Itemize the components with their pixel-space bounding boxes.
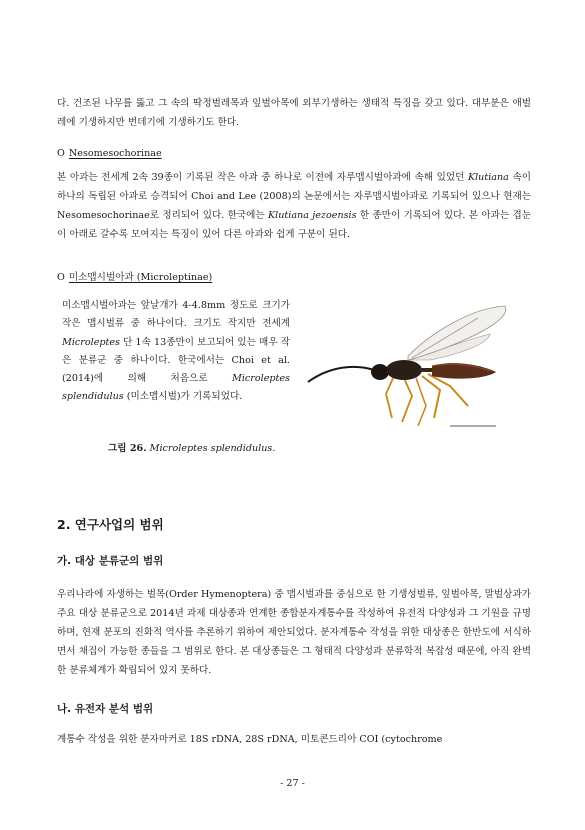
species-epithet: jezoensis	[312, 210, 357, 221]
text-run: 속이 하나의 독립된 아과로 승격되어 Choi and Lee (2008)의 논문에서는 자루맵시벌아과로 기록되어 있으나 현재는 Nesomesochorinae로 정리되어 있다. 한국에는	[57, 172, 531, 221]
figure-species: Microleptes splendidulus.	[149, 443, 276, 454]
paragraph-gene-scope: 계통수 작성을 위한 분자마커로 18S rDNA, 28S rDNA, 미토콘드리아 COI (cytochrome	[57, 734, 443, 745]
section-title: 2. 연구사업의 범위	[57, 517, 164, 532]
genus-name: Microleptes	[62, 336, 120, 348]
circle-marker: O	[57, 148, 65, 159]
page-number: - 27 -	[280, 778, 305, 789]
figure-label: 그림 26.	[108, 443, 147, 454]
genus-name: Klutiana	[268, 210, 309, 221]
text-run: 한 종만이 기록되어 있다. 본 아과는 겹눈이 아래로 갈수록 모여지는 특징이 있어 다른 아과와 쉽게 구분이 된다.	[57, 210, 531, 240]
paragraph-intro	[57, 94, 531, 132]
text-run: 미소맵시벌아과는 앞날개가 4-4.8mm 정도로 크기가 작은 맵시벌류 중 하나이다. 크기도 작지만 전세계	[62, 300, 290, 330]
section-heading-nesomesochorinae	[57, 146, 162, 162]
paragraph-nesomesochorinae	[57, 168, 531, 244]
paragraph-taxa-scope: 우리나라에 자생하는 벌목(Order Hymenoptera) 중 맵시벌과를 중심으로 한 기생성벌류, 잎벌아목, 말벌상과가 주요 대상 분류군으로 2014년 과제 대상종과 연계한 종합분자계통수를 작성하여 유전적 다양성과 그 기원을 규명하며, 현재 분포의 진화적 역사를 추론하기 위하여 제안되었다. 분자계통수 작성을 위한 대상종은 한반도에 서식하면서 채집이 가능한 종들을 그 범위로 한다. 본 대상종들은 그 형태적 다양성과 분류학적 복잡성 때문에, 아직 완벽한 분류체계가 확립되어 있지 못하다.	[57, 589, 531, 676]
paragraph-intro-text: 다. 건조된 나무를 뚫고 그 속의 딱정벌레목과 잎벌아목에 외부기생하는 생태적 특징을 갖고 있다. 대부분은 애벌레에 기생하지만 번데기에 기생하기도 한다.	[57, 98, 531, 128]
subsection-title-gene-analysis: 나. 유전자 분석 범위	[57, 703, 154, 715]
species-name: Microleptes splendidulus	[62, 373, 290, 403]
figure-caption	[108, 440, 275, 454]
paragraph-microleptinae	[62, 297, 290, 407]
section-heading-text: Nesomesochorinae	[68, 148, 162, 159]
text-run: 본 아과는 전세계 2속 39종이 기록된 작은 아과 중 하나로 이전에 자루맵시벌아과에 속해 있었던	[57, 172, 468, 183]
wasp-specimen-photo	[300, 294, 510, 434]
genus-name: Klutiana	[467, 172, 509, 183]
wasp-illustration	[300, 294, 510, 434]
circle-marker: O	[57, 272, 65, 283]
subsection-title-taxa: 가. 대상 분류군의 범위	[57, 555, 164, 567]
text-run: 단 1속 13종만이 보고되어 있는 매우 작은 분류군 중 하나이다. 한국에서는 Choi et al. (2014)에 의해 처음으로	[62, 336, 290, 385]
text-run: (미소맵시벌)가 기록되었다.	[123, 391, 243, 403]
section-heading-text: 미소맵시벌아과 (Microleptinae)	[68, 272, 213, 283]
section-heading-microleptinae	[57, 270, 212, 286]
